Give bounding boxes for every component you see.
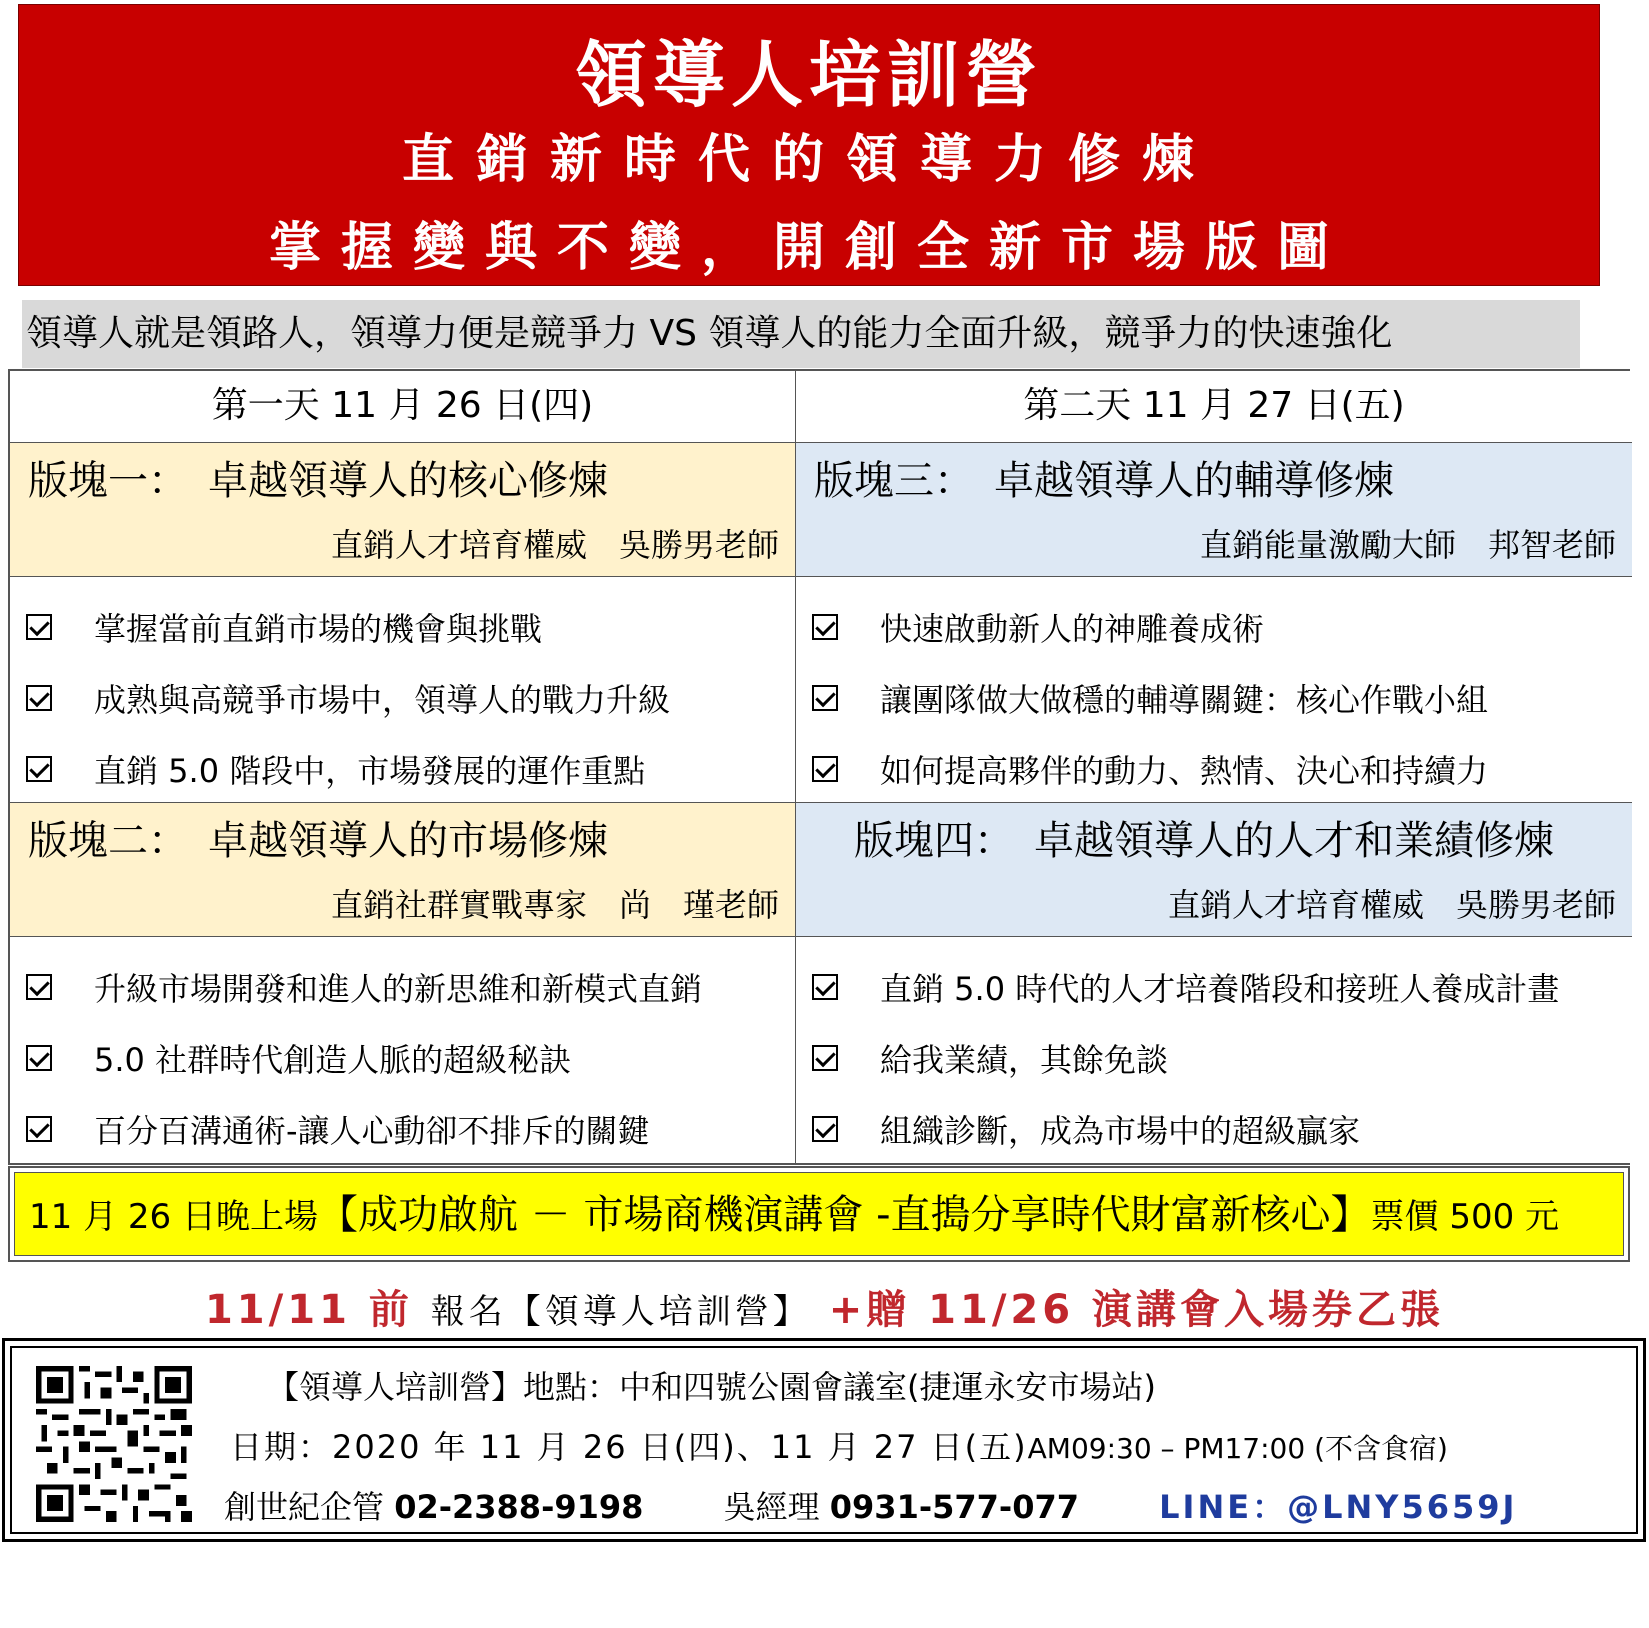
promo-line <box>0 1278 1649 1335</box>
list-item: 組織診斷，成為市場中的超級贏家 <box>812 1093 1632 1164</box>
day-2-header: 第二天 11 月 27 日(五) <box>796 371 1632 443</box>
evening-prefix: 11 月 26 日晚上場 <box>29 1197 318 1237</box>
checkbox-checked-icon <box>812 974 838 1000</box>
block-title: 版塊三： 卓越領導人的輔導修煉 <box>814 458 1394 504</box>
manager-phone[interactable]: 0931-577-077 <box>829 1488 1079 1526</box>
checkbox-checked-icon <box>26 685 52 711</box>
block-3-topics <box>796 577 1632 803</box>
block-3 <box>796 443 1632 577</box>
block-teacher: 直銷人才培育權威 吳勝男老師 <box>330 526 779 564</box>
block-title: 版塊一： 卓越領導人的核心修煉 <box>28 458 608 504</box>
subtitle-1: 直銷新時代的領導力修煉 <box>401 130 1216 190</box>
line-id[interactable]: LINE：@LNY5659J <box>1159 1488 1518 1526</box>
page-title: 領導人培訓營 <box>574 33 1043 117</box>
checkbox-checked-icon <box>26 614 52 640</box>
company-label: 創世紀企管 <box>224 1488 385 1526</box>
checkbox-checked-icon <box>812 614 838 640</box>
promo-deadline: 11/11 前 <box>204 1287 413 1333</box>
list-item: 如何提高夥伴的動力、熱情、決心和持續力 <box>812 733 1632 804</box>
evening-title: 【成功啟航 － 市場商機演講會 -直搗分享時代財富新核心】 <box>317 1192 1371 1238</box>
list-item: 5.0 社群時代創造人脈的超級秘訣 <box>26 1022 795 1093</box>
schedule-table <box>8 369 1630 1165</box>
list-item: 升級市場開發和進人的新思維和新模式直銷 <box>26 951 795 1022</box>
company-phone[interactable]: 02-2388-9198 <box>394 1488 644 1526</box>
block-4-topics <box>796 937 1632 1163</box>
checkbox-checked-icon <box>812 685 838 711</box>
checkbox-checked-icon <box>26 974 52 1000</box>
list-item: 百分百溝通術-讓人心動卻不排斥的關鍵 <box>26 1093 795 1164</box>
block-teacher: 直銷人才培育權威 吳勝男老師 <box>1167 886 1616 924</box>
list-item: 掌握當前直銷市場的機會與挑戰 <box>26 591 795 662</box>
event-date: 日期：2020 年 11 月 26 日(四)、11 月 27 日(五)AM09:30 – PM17:00 (不含食宿) <box>230 1428 1448 1466</box>
checkbox-checked-icon <box>26 1116 52 1142</box>
tagline: 領導人就是領路人，領導力便是競爭力 VS 領導人的能力全面升級，競爭力的快速強化 <box>22 300 1580 368</box>
checkbox-checked-icon <box>812 1116 838 1142</box>
evening-session-banner <box>8 1166 1630 1262</box>
qr-code-icon[interactable] <box>36 1366 192 1522</box>
block-1-topics <box>10 577 796 803</box>
list-item: 快速啟動新人的神雕養成術 <box>812 591 1632 662</box>
list-item: 直銷 5.0 時代的人才培養階段和接班人養成計畫 <box>812 951 1632 1022</box>
list-item: 成熟與高競爭市場中，領導人的戰力升級 <box>26 662 795 733</box>
list-item: 直銷 5.0 階段中，市場發展的運作重點 <box>26 733 795 804</box>
checkbox-checked-icon <box>26 756 52 782</box>
block-title: 版塊四： 卓越領導人的人才和業績修煉 <box>854 818 1554 864</box>
subtitle-2: 掌握變與不變，開創全新市場版圖 <box>268 218 1349 278</box>
event-info-box <box>2 1338 1646 1542</box>
list-item: 讓團隊做大做穩的輔導關鍵：核心作戰小組 <box>812 662 1632 733</box>
block-teacher: 直銷社群實戰專家 尚 瑾老師 <box>330 886 779 924</box>
promo-register: 報名【領導人培訓營】 <box>430 1292 811 1332</box>
header-banner <box>18 4 1600 286</box>
block-teacher: 直銷能量激勵大師 邦智老師 <box>1199 526 1616 564</box>
day-1-header: 第一天 11 月 26 日(四) <box>10 371 796 443</box>
manager-label: 吳經理 <box>723 1488 820 1526</box>
block-title: 版塊二： 卓越領導人的市場修煉 <box>28 818 608 864</box>
block-2 <box>10 803 796 937</box>
block-1 <box>10 443 796 577</box>
checkbox-checked-icon <box>26 1045 52 1071</box>
block-4 <box>796 803 1632 937</box>
contact-line <box>224 1482 1517 1528</box>
event-location: 【領導人培訓營】地點：中和四號公園會議室(捷運永安市場站) <box>267 1368 1156 1406</box>
evening-price: 票價 500 元 <box>1370 1197 1560 1237</box>
list-item: 給我業績，其餘免談 <box>812 1022 1632 1093</box>
block-2-topics <box>10 937 796 1163</box>
promo-gift: +贈 11/26 演講會入場券乙張 <box>828 1287 1445 1333</box>
checkbox-checked-icon <box>812 756 838 782</box>
checkbox-checked-icon <box>812 1045 838 1071</box>
